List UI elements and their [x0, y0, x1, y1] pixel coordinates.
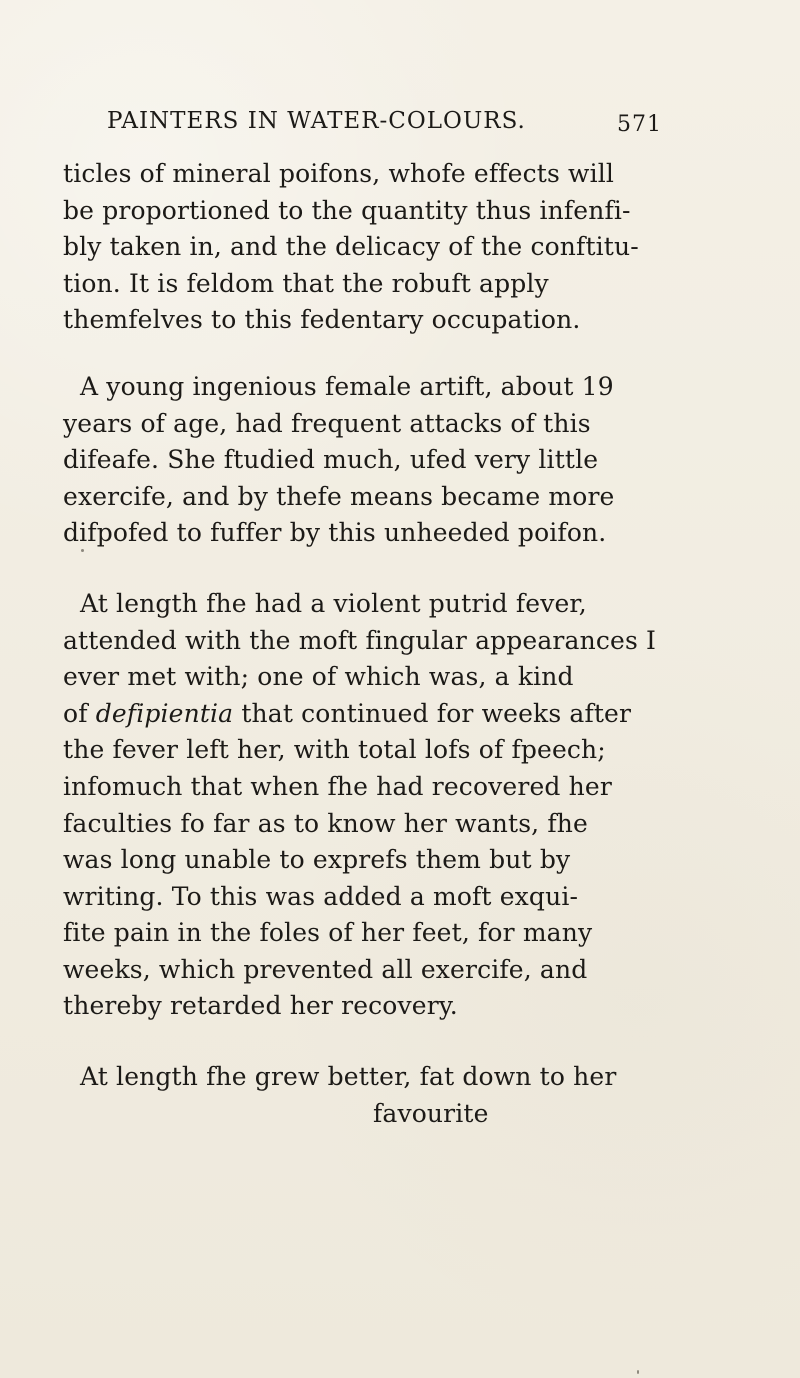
text-line: At length fhe grew better, fat down to her: [80, 1062, 617, 1092]
body-text: [63, 156, 671, 1132]
text-line: faculties fo far as to know her wants, fhe: [63, 808, 588, 838]
chapter-title: PAINTERS IN WATER-COLOURS.: [107, 108, 526, 134]
text-line: was long unable to exprefs them but by: [63, 845, 571, 875]
text-line: tion. It is feldom that the robuft apply: [63, 268, 549, 298]
text-line: ever met with; one of which was, a kind: [63, 662, 574, 692]
italic-term: defipientia: [95, 698, 234, 728]
ink-speck: [81, 549, 84, 552]
running-header: [107, 108, 662, 140]
text-line: years of age, had frequent attacks of this: [63, 408, 591, 438]
paragraph: [63, 1059, 671, 1132]
text-line: the fever left her, with total lofs of fpeech;: [63, 735, 606, 765]
paragraph: [63, 156, 671, 339]
paragraph: [63, 369, 671, 552]
catchword: favourite: [373, 1098, 489, 1128]
text-line: exercife, and by thefe means became more: [63, 481, 615, 511]
page-number: 571: [617, 112, 662, 137]
text-line: A young ingenious female artift, about 19: [80, 371, 614, 401]
text-line: ticles of mineral poifons, whofe effects will: [63, 159, 615, 188]
text-line: weeks, which prevented all exercife, and: [63, 954, 588, 984]
text-line: thereby retarded her recovery.: [63, 991, 458, 1021]
text-line: difeafe. She ftudied much, ufed very little: [63, 445, 599, 475]
ink-speck: [637, 1370, 639, 1374]
line-suffix: that continued for weeks after: [233, 698, 632, 728]
paragraph: [63, 586, 671, 1025]
line-prefix: of: [63, 698, 96, 728]
text-line: [63, 696, 671, 733]
text-line: bly taken in, and the delicacy of the conftitu-: [63, 232, 639, 262]
text-line: At length fhe had a violent putrid fever,: [80, 588, 587, 618]
text-line: fite pain in the foles of her feet, for many: [63, 918, 593, 948]
text-line: themfelves to this fedentary occupation.: [63, 305, 581, 335]
text-line: difpofed to fuffer by this unheeded poifon.: [63, 518, 607, 548]
text-line: infomuch that when fhe had recovered her: [63, 771, 612, 801]
text-line: writing. To this was added a moft exqui-: [63, 881, 579, 911]
text-line: be proportioned to the quantity thus infenfi-: [63, 195, 631, 225]
text-line: attended with the moft fingular appearances I: [63, 625, 657, 655]
